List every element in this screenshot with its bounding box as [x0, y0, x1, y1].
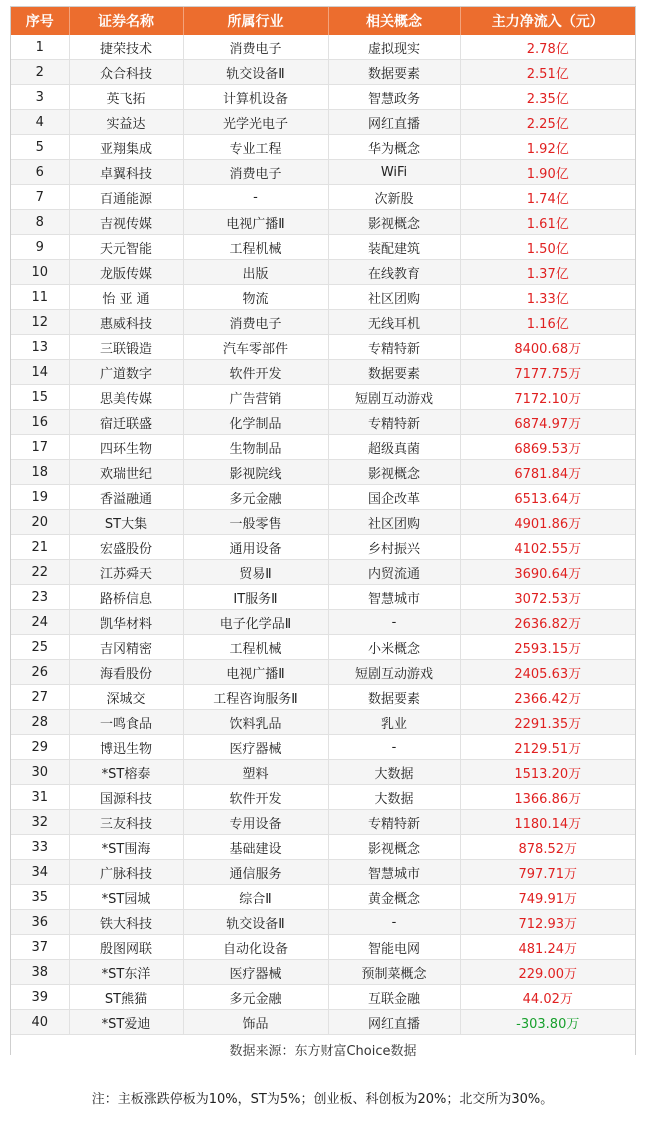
cell-concept: 国企改革 — [328, 485, 460, 510]
cell-security-name: *ST东洋 — [69, 960, 183, 985]
cell-industry: 一般零售 — [183, 510, 328, 535]
cell-net-inflow: 6513.64万 — [460, 485, 635, 510]
cell-security-name: 国源科技 — [69, 785, 183, 810]
cell-security-name: 吉视传媒 — [69, 210, 183, 235]
cell-rank: 29 — [11, 735, 69, 760]
cell-net-inflow: 2.25亿 — [460, 110, 635, 135]
table-row — [11, 935, 635, 960]
table-row — [11, 185, 635, 210]
cell-security-name: 广脉科技 — [69, 860, 183, 885]
cell-rank: 7 — [11, 185, 69, 210]
cell-security-name: 路桥信息 — [69, 585, 183, 610]
cell-rank: 15 — [11, 385, 69, 410]
table-row — [11, 435, 635, 460]
cell-rank: 25 — [11, 635, 69, 660]
cell-net-inflow: 749.91万 — [460, 885, 635, 910]
cell-industry: 基础建设 — [183, 835, 328, 860]
cell-concept: 大数据 — [328, 760, 460, 785]
cell-concept: 社区团购 — [328, 285, 460, 310]
cell-rank: 14 — [11, 360, 69, 385]
cell-rank: 10 — [11, 260, 69, 285]
cell-concept: 小米概念 — [328, 635, 460, 660]
cell-rank: 5 — [11, 135, 69, 160]
fund-flow-table — [11, 7, 635, 1063]
cell-concept: 在线教育 — [328, 260, 460, 285]
cell-net-inflow: 44.02万 — [460, 985, 635, 1010]
cell-net-inflow: 2129.51万 — [460, 735, 635, 760]
cell-security-name: *ST园城 — [69, 885, 183, 910]
cell-industry: 多元金融 — [183, 985, 328, 1010]
cell-security-name: 欢瑞世纪 — [69, 460, 183, 485]
cell-rank: 26 — [11, 660, 69, 685]
cell-concept: 智慧政务 — [328, 85, 460, 110]
cell-concept: 无线耳机 — [328, 310, 460, 335]
cell-industry: 饮料乳品 — [183, 710, 328, 735]
table-row — [11, 385, 635, 410]
cell-industry: 饰品 — [183, 1010, 328, 1035]
cell-security-name: 三联锻造 — [69, 335, 183, 360]
cell-industry: 电子化学品Ⅱ — [183, 610, 328, 635]
cell-industry: 化学制品 — [183, 410, 328, 435]
cell-concept: 乳业 — [328, 710, 460, 735]
table-row — [11, 885, 635, 910]
table-row — [11, 710, 635, 735]
cell-industry: 光学光电子 — [183, 110, 328, 135]
cell-net-inflow: 2593.15万 — [460, 635, 635, 660]
cell-concept: 智慧城市 — [328, 585, 460, 610]
table-body — [11, 35, 635, 1035]
cell-security-name: 博迅生物 — [69, 735, 183, 760]
cell-net-inflow: 878.52万 — [460, 835, 635, 860]
cell-rank: 18 — [11, 460, 69, 485]
cell-rank: 2 — [11, 60, 69, 85]
data-table-frame — [10, 6, 636, 1059]
cell-security-name: 深城交 — [69, 685, 183, 710]
cell-concept: 智慧城市 — [328, 860, 460, 885]
cell-concept: 互联金融 — [328, 985, 460, 1010]
cell-rank: 6 — [11, 160, 69, 185]
table-row — [11, 210, 635, 235]
cell-concept: 内贸流通 — [328, 560, 460, 585]
cell-security-name: 天元智能 — [69, 235, 183, 260]
cell-security-name: ST大集 — [69, 510, 183, 535]
cell-net-inflow: 1.37亿 — [460, 260, 635, 285]
cell-security-name: 亚翔集成 — [69, 135, 183, 160]
cell-industry: 医疗器械 — [183, 735, 328, 760]
cell-net-inflow: 6781.84万 — [460, 460, 635, 485]
header-rank: 序号 — [11, 7, 69, 35]
cell-security-name: 江苏舜天 — [69, 560, 183, 585]
cell-concept: 影视概念 — [328, 460, 460, 485]
cell-net-inflow: 797.71万 — [460, 860, 635, 885]
cell-concept: 社区团购 — [328, 510, 460, 535]
cell-industry: 物流 — [183, 285, 328, 310]
table-row — [11, 610, 635, 635]
cell-net-inflow: 2291.35万 — [460, 710, 635, 735]
cell-net-inflow: 8400.68万 — [460, 335, 635, 360]
cell-industry: 软件开发 — [183, 785, 328, 810]
cell-security-name: 百通能源 — [69, 185, 183, 210]
cell-net-inflow: 1.74亿 — [460, 185, 635, 210]
cell-net-inflow: 7172.10万 — [460, 385, 635, 410]
cell-industry: 医疗器械 — [183, 960, 328, 985]
cell-rank: 24 — [11, 610, 69, 635]
cell-rank: 36 — [11, 910, 69, 935]
table-row — [11, 1010, 635, 1035]
cell-industry: 自动化设备 — [183, 935, 328, 960]
table-row — [11, 560, 635, 585]
cell-rank: 32 — [11, 810, 69, 835]
cell-security-name: 捷荣技术 — [69, 35, 183, 60]
table-row — [11, 60, 635, 85]
cell-security-name: 海看股份 — [69, 660, 183, 685]
table-row — [11, 460, 635, 485]
table-row — [11, 660, 635, 685]
table-row — [11, 310, 635, 335]
cell-rank: 22 — [11, 560, 69, 585]
cell-security-name: *ST爱迪 — [69, 1010, 183, 1035]
cell-rank: 30 — [11, 760, 69, 785]
cell-concept: WiFi — [328, 160, 460, 185]
cell-rank: 20 — [11, 510, 69, 535]
cell-security-name: 怡 亚 通 — [69, 285, 183, 310]
table-row — [11, 910, 635, 935]
table-row — [11, 510, 635, 535]
cell-industry: 通信服务 — [183, 860, 328, 885]
cell-industry: 贸易Ⅱ — [183, 560, 328, 585]
cell-rank: 38 — [11, 960, 69, 985]
cell-concept: 智能电网 — [328, 935, 460, 960]
table-row — [11, 160, 635, 185]
cell-net-inflow: 1.90亿 — [460, 160, 635, 185]
cell-net-inflow: -303.80万 — [460, 1010, 635, 1035]
cell-security-name: 殷图网联 — [69, 935, 183, 960]
cell-concept: - — [328, 610, 460, 635]
cell-industry: 电视广播Ⅱ — [183, 660, 328, 685]
cell-rank: 31 — [11, 785, 69, 810]
cell-concept: 预制菜概念 — [328, 960, 460, 985]
cell-net-inflow: 7177.75万 — [460, 360, 635, 385]
cell-industry: 通用设备 — [183, 535, 328, 560]
cell-industry: 影视院线 — [183, 460, 328, 485]
cell-net-inflow: 4102.55万 — [460, 535, 635, 560]
cell-security-name: 思美传媒 — [69, 385, 183, 410]
data-source: 数据来源：东方财富Choice数据 — [11, 1035, 635, 1064]
cell-industry: 工程机械 — [183, 635, 328, 660]
cell-rank: 33 — [11, 835, 69, 860]
cell-concept: 大数据 — [328, 785, 460, 810]
cell-security-name: 众合科技 — [69, 60, 183, 85]
cell-industry: 计算机设备 — [183, 85, 328, 110]
table-row — [11, 860, 635, 885]
cell-net-inflow: 6874.97万 — [460, 410, 635, 435]
cell-rank: 28 — [11, 710, 69, 735]
cell-rank: 21 — [11, 535, 69, 560]
cell-security-name: *ST榕泰 — [69, 760, 183, 785]
cell-industry: 消费电子 — [183, 160, 328, 185]
header-security-name: 证券名称 — [69, 7, 183, 35]
cell-concept: 华为概念 — [328, 135, 460, 160]
cell-security-name: 香溢融通 — [69, 485, 183, 510]
cell-security-name: ST熊猫 — [69, 985, 183, 1010]
cell-concept: 专精特新 — [328, 335, 460, 360]
cell-industry: 广告营销 — [183, 385, 328, 410]
table-row — [11, 785, 635, 810]
cell-net-inflow: 3072.53万 — [460, 585, 635, 610]
cell-concept: 装配建筑 — [328, 235, 460, 260]
table-row — [11, 110, 635, 135]
cell-security-name: 卓翼科技 — [69, 160, 183, 185]
cell-concept: 数据要素 — [328, 60, 460, 85]
cell-industry: 出版 — [183, 260, 328, 285]
table-row — [11, 85, 635, 110]
cell-industry: 轨交设备Ⅱ — [183, 60, 328, 85]
cell-industry: - — [183, 185, 328, 210]
cell-security-name: 广道数字 — [69, 360, 183, 385]
table-header — [11, 7, 635, 35]
cell-net-inflow: 2636.82万 — [460, 610, 635, 635]
cell-industry: 工程机械 — [183, 235, 328, 260]
cell-rank: 35 — [11, 885, 69, 910]
cell-net-inflow: 1.50亿 — [460, 235, 635, 260]
table-row — [11, 135, 635, 160]
cell-security-name: 凯华材料 — [69, 610, 183, 635]
table-row — [11, 985, 635, 1010]
table-row — [11, 360, 635, 385]
cell-industry: 塑料 — [183, 760, 328, 785]
cell-rank: 40 — [11, 1010, 69, 1035]
cell-concept: 虚拟现实 — [328, 35, 460, 60]
table-row — [11, 835, 635, 860]
cell-rank: 16 — [11, 410, 69, 435]
cell-concept: 网红直播 — [328, 110, 460, 135]
table-row — [11, 635, 635, 660]
cell-industry: 专用设备 — [183, 810, 328, 835]
cell-net-inflow: 1180.14万 — [460, 810, 635, 835]
table-row — [11, 410, 635, 435]
cell-rank: 1 — [11, 35, 69, 60]
cell-security-name: *ST围海 — [69, 835, 183, 860]
cell-net-inflow: 1.33亿 — [460, 285, 635, 310]
footnote: 注：主板涨跌停板为10%，ST为5%；创业板、科创板为20%；北交所为30%。 — [91, 1092, 554, 1107]
cell-net-inflow: 2.35亿 — [460, 85, 635, 110]
cell-security-name: 实益达 — [69, 110, 183, 135]
cell-net-inflow: 2405.63万 — [460, 660, 635, 685]
cell-concept: 短剧互动游戏 — [328, 660, 460, 685]
cell-net-inflow: 2366.42万 — [460, 685, 635, 710]
cell-net-inflow: 4901.86万 — [460, 510, 635, 535]
cell-rank: 19 — [11, 485, 69, 510]
cell-rank: 9 — [11, 235, 69, 260]
cell-concept: 专精特新 — [328, 810, 460, 835]
cell-security-name: 惠威科技 — [69, 310, 183, 335]
cell-security-name: 英飞拓 — [69, 85, 183, 110]
cell-concept: 次新股 — [328, 185, 460, 210]
cell-security-name: 三友科技 — [69, 810, 183, 835]
cell-industry: 专业工程 — [183, 135, 328, 160]
table-row — [11, 535, 635, 560]
cell-concept: 短剧互动游戏 — [328, 385, 460, 410]
table-row — [11, 260, 635, 285]
cell-net-inflow: 481.24万 — [460, 935, 635, 960]
cell-industry: 电视广播Ⅱ — [183, 210, 328, 235]
cell-rank: 34 — [11, 860, 69, 885]
cell-net-inflow: 1366.86万 — [460, 785, 635, 810]
cell-security-name: 宿迁联盛 — [69, 410, 183, 435]
cell-industry: 消费电子 — [183, 35, 328, 60]
cell-net-inflow: 1513.20万 — [460, 760, 635, 785]
table-row — [11, 735, 635, 760]
cell-rank: 12 — [11, 310, 69, 335]
cell-rank: 13 — [11, 335, 69, 360]
cell-concept: 数据要素 — [328, 360, 460, 385]
cell-security-name: 吉冈精密 — [69, 635, 183, 660]
table-row — [11, 235, 635, 260]
cell-security-name: 宏盛股份 — [69, 535, 183, 560]
table-row — [11, 960, 635, 985]
cell-rank: 27 — [11, 685, 69, 710]
cell-rank: 4 — [11, 110, 69, 135]
cell-rank: 39 — [11, 985, 69, 1010]
table-row — [11, 285, 635, 310]
cell-industry: 消费电子 — [183, 310, 328, 335]
cell-net-inflow: 2.78亿 — [460, 35, 635, 60]
cell-net-inflow: 2.51亿 — [460, 60, 635, 85]
table-row — [11, 760, 635, 785]
cell-net-inflow: 6869.53万 — [460, 435, 635, 460]
cell-net-inflow: 1.61亿 — [460, 210, 635, 235]
table-row — [11, 810, 635, 835]
cell-net-inflow: 1.16亿 — [460, 310, 635, 335]
cell-industry: 生物制品 — [183, 435, 328, 460]
cell-concept: 影视概念 — [328, 210, 460, 235]
table-row — [11, 585, 635, 610]
cell-security-name: 铁大科技 — [69, 910, 183, 935]
cell-industry: 轨交设备Ⅱ — [183, 910, 328, 935]
header-net-inflow: 主力净流入（元） — [460, 7, 635, 35]
cell-industry: 综合Ⅱ — [183, 885, 328, 910]
header-industry: 所属行业 — [183, 7, 328, 35]
cell-rank: 23 — [11, 585, 69, 610]
cell-concept: 网红直播 — [328, 1010, 460, 1035]
cell-concept: - — [328, 735, 460, 760]
cell-concept: 专精特新 — [328, 410, 460, 435]
header-concept: 相关概念 — [328, 7, 460, 35]
cell-rank: 3 — [11, 85, 69, 110]
cell-concept: 影视概念 — [328, 835, 460, 860]
cell-industry: 软件开发 — [183, 360, 328, 385]
cell-security-name: 一鸣食品 — [69, 710, 183, 735]
table-row — [11, 485, 635, 510]
cell-net-inflow: 712.93万 — [460, 910, 635, 935]
table-row — [11, 685, 635, 710]
cell-concept: 数据要素 — [328, 685, 460, 710]
cell-industry: IT服务Ⅱ — [183, 585, 328, 610]
cell-industry: 多元金融 — [183, 485, 328, 510]
table-row — [11, 35, 635, 60]
cell-net-inflow: 3690.64万 — [460, 560, 635, 585]
cell-rank: 11 — [11, 285, 69, 310]
cell-rank: 17 — [11, 435, 69, 460]
cell-concept: 乡村振兴 — [328, 535, 460, 560]
cell-rank: 37 — [11, 935, 69, 960]
cell-concept: 超级真菌 — [328, 435, 460, 460]
cell-security-name: 四环生物 — [69, 435, 183, 460]
cell-security-name: 龙版传媒 — [69, 260, 183, 285]
table-row — [11, 335, 635, 360]
cell-industry: 汽车零部件 — [183, 335, 328, 360]
cell-industry: 工程咨询服务Ⅱ — [183, 685, 328, 710]
cell-concept: 黄金概念 — [328, 885, 460, 910]
cell-concept: - — [328, 910, 460, 935]
cell-rank: 8 — [11, 210, 69, 235]
cell-net-inflow: 229.00万 — [460, 960, 635, 985]
cell-net-inflow: 1.92亿 — [460, 135, 635, 160]
